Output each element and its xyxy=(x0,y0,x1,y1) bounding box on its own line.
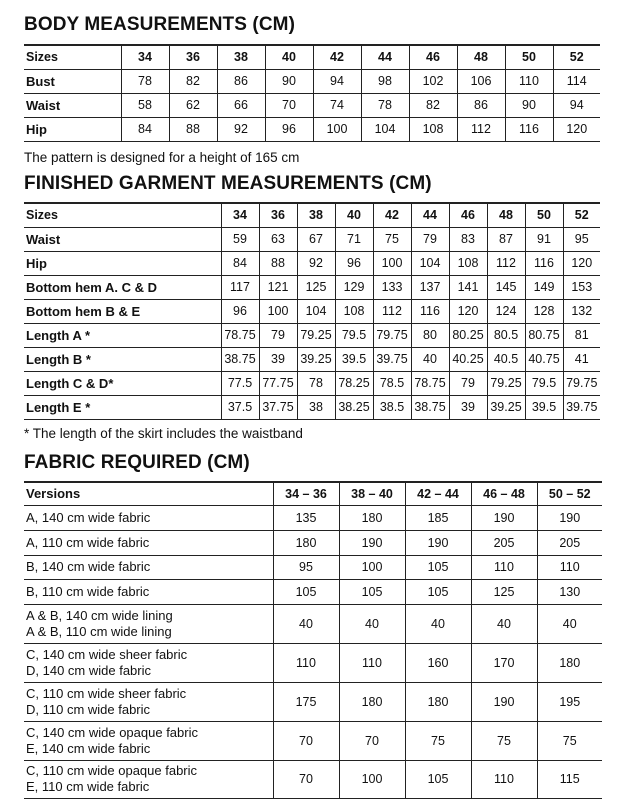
header-size-cell: 38 – 40 xyxy=(339,482,405,505)
value-cell: 100 xyxy=(313,117,361,141)
fabric-required-table xyxy=(24,481,602,799)
value-cell: 124 xyxy=(487,299,525,323)
value-cell: 115 xyxy=(537,760,602,798)
value-cell: 190 xyxy=(537,505,602,530)
value-cell: 195 xyxy=(537,682,602,721)
header-size-cell: 42 xyxy=(373,203,411,227)
value-cell: 125 xyxy=(297,275,335,299)
value-cell: 108 xyxy=(449,251,487,275)
value-cell: 160 xyxy=(405,643,471,682)
header-size-cell: 42 xyxy=(313,45,361,69)
value-cell: 79.5 xyxy=(525,371,563,395)
table-row xyxy=(24,275,600,299)
value-cell: 62 xyxy=(169,93,217,117)
value-cell: 121 xyxy=(259,275,297,299)
header-size-cell: 52 xyxy=(563,203,600,227)
value-cell: 180 xyxy=(537,643,602,682)
header-size-cell: 50 xyxy=(505,45,553,69)
row-label-cell: Length C & D* xyxy=(24,371,221,395)
value-cell: 80 xyxy=(411,323,449,347)
value-cell: 70 xyxy=(273,760,339,798)
body-measurements-body xyxy=(24,45,600,141)
value-cell: 117 xyxy=(221,275,259,299)
value-cell: 41 xyxy=(563,347,600,371)
header-size-cell: 36 xyxy=(259,203,297,227)
value-cell: 58 xyxy=(121,93,169,117)
value-cell: 185 xyxy=(405,505,471,530)
value-cell: 40 xyxy=(537,604,602,643)
value-cell: 79.75 xyxy=(373,323,411,347)
value-cell: 106 xyxy=(457,69,505,93)
value-cell: 112 xyxy=(373,299,411,323)
value-cell: 170 xyxy=(471,643,537,682)
row-label-cell: Length B * xyxy=(24,347,221,371)
header-size-cell: 48 xyxy=(457,45,505,69)
value-cell: 39.5 xyxy=(335,347,373,371)
value-cell: 98 xyxy=(361,69,409,93)
value-cell: 110 xyxy=(339,643,405,682)
value-cell: 130 xyxy=(537,579,602,604)
body-measurements-table xyxy=(24,44,600,142)
row-label-line: C, 140 cm wide opaque fabric xyxy=(26,724,198,740)
value-cell: 79 xyxy=(449,371,487,395)
value-cell: 190 xyxy=(471,682,537,721)
header-size-cell: 38 xyxy=(297,203,335,227)
value-cell: 79 xyxy=(259,323,297,347)
value-cell: 40 xyxy=(273,604,339,643)
header-size-cell: 50 xyxy=(525,203,563,227)
value-cell: 100 xyxy=(373,251,411,275)
value-cell: 83 xyxy=(449,227,487,251)
value-cell: 84 xyxy=(121,117,169,141)
value-cell: 39.25 xyxy=(487,395,525,419)
value-cell: 180 xyxy=(339,682,405,721)
row-label-cell xyxy=(24,505,273,530)
value-cell: 180 xyxy=(339,505,405,530)
value-cell: 112 xyxy=(457,117,505,141)
value-cell: 108 xyxy=(335,299,373,323)
row-label-cell: Length A * xyxy=(24,323,221,347)
row-label-line: E, 110 cm wide fabric xyxy=(26,779,150,794)
value-cell: 59 xyxy=(221,227,259,251)
row-label-line: C, 140 cm wide sheer fabric xyxy=(26,646,188,662)
value-cell: 190 xyxy=(471,505,537,530)
header-label-cell: Sizes xyxy=(24,203,221,227)
value-cell: 37.5 xyxy=(221,395,259,419)
value-cell: 78.75 xyxy=(411,371,449,395)
header-size-cell: 38 xyxy=(217,45,265,69)
value-cell: 79 xyxy=(411,227,449,251)
row-label-line: B, 140 cm wide fabric xyxy=(26,559,151,574)
table-row xyxy=(24,69,600,93)
header-row xyxy=(24,482,602,505)
row-label-line: A & B, 140 cm wide lining xyxy=(26,607,173,623)
value-cell: 92 xyxy=(217,117,265,141)
table-row xyxy=(24,530,602,555)
value-cell: 66 xyxy=(217,93,265,117)
header-size-cell: 46 xyxy=(409,45,457,69)
row-label-line: C, 110 cm wide opaque fabric xyxy=(26,763,198,778)
row-label-cell xyxy=(24,555,273,579)
header-size-cell: 44 xyxy=(411,203,449,227)
header-size-cell: 40 xyxy=(265,45,313,69)
row-label-line: A & B, 110 cm wide lining xyxy=(26,623,172,639)
value-cell: 135 xyxy=(273,505,339,530)
table-row xyxy=(24,227,600,251)
table-row xyxy=(24,347,600,371)
value-cell: 78 xyxy=(297,371,335,395)
header-size-cell: 44 xyxy=(361,45,409,69)
value-cell: 38 xyxy=(297,395,335,419)
row-label-cell: Bottom hem B & E xyxy=(24,299,221,323)
body-measurements-title: BODY MEASUREMENTS (CM) xyxy=(24,14,296,35)
value-cell: 79.25 xyxy=(297,323,335,347)
table-row xyxy=(24,579,602,604)
value-cell: 75 xyxy=(405,721,471,760)
value-cell: 110 xyxy=(273,643,339,682)
value-cell: 67 xyxy=(297,227,335,251)
value-cell: 86 xyxy=(457,93,505,117)
value-cell: 145 xyxy=(487,275,525,299)
value-cell: 38.75 xyxy=(411,395,449,419)
fabric-required-body xyxy=(24,482,602,798)
value-cell: 100 xyxy=(339,760,405,798)
value-cell: 40 xyxy=(471,604,537,643)
header-size-cell: 34 – 36 xyxy=(273,482,339,505)
header-label-cell: Sizes xyxy=(24,45,121,69)
value-cell: 90 xyxy=(505,93,553,117)
value-cell: 70 xyxy=(339,721,405,760)
waistband-note: * The length of the skirt includes the waistband xyxy=(24,426,303,441)
table-row xyxy=(24,555,602,579)
value-cell: 104 xyxy=(361,117,409,141)
value-cell: 133 xyxy=(373,275,411,299)
row-label-cell xyxy=(24,721,273,760)
table-row xyxy=(24,505,602,530)
header-size-cell: 46 – 48 xyxy=(471,482,537,505)
header-size-cell: 40 xyxy=(335,203,373,227)
value-cell: 96 xyxy=(221,299,259,323)
row-label-cell: Bottom hem A. C & D xyxy=(24,275,221,299)
value-cell: 39.5 xyxy=(525,395,563,419)
value-cell: 110 xyxy=(537,555,602,579)
value-cell: 205 xyxy=(471,530,537,555)
value-cell: 82 xyxy=(409,93,457,117)
value-cell: 92 xyxy=(297,251,335,275)
value-cell: 78 xyxy=(121,69,169,93)
value-cell: 38.25 xyxy=(335,395,373,419)
value-cell: 40 xyxy=(405,604,471,643)
value-cell: 87 xyxy=(487,227,525,251)
value-cell: 102 xyxy=(409,69,457,93)
row-label-cell xyxy=(24,682,273,721)
value-cell: 104 xyxy=(411,251,449,275)
value-cell: 39 xyxy=(259,347,297,371)
value-cell: 94 xyxy=(313,69,361,93)
value-cell: 108 xyxy=(409,117,457,141)
value-cell: 94 xyxy=(553,93,600,117)
value-cell: 116 xyxy=(411,299,449,323)
table-row xyxy=(24,721,602,760)
row-label-cell: Bust xyxy=(24,69,121,93)
value-cell: 132 xyxy=(563,299,600,323)
finished-garment-body xyxy=(24,203,600,419)
row-label-line: D, 110 cm wide fabric xyxy=(26,701,151,717)
value-cell: 78 xyxy=(361,93,409,117)
row-label-cell: Length E * xyxy=(24,395,221,419)
value-cell: 129 xyxy=(335,275,373,299)
value-cell: 112 xyxy=(487,251,525,275)
value-cell: 180 xyxy=(405,682,471,721)
table-row xyxy=(24,682,602,721)
header-size-cell: 34 xyxy=(221,203,259,227)
value-cell: 40.25 xyxy=(449,347,487,371)
row-label-cell xyxy=(24,760,273,798)
value-cell: 100 xyxy=(259,299,297,323)
row-label-cell: Waist xyxy=(24,93,121,117)
value-cell: 153 xyxy=(563,275,600,299)
table-row xyxy=(24,643,602,682)
value-cell: 80.5 xyxy=(487,323,525,347)
row-label-line: C, 110 cm wide sheer fabric xyxy=(26,685,187,701)
table-row xyxy=(24,760,602,798)
value-cell: 105 xyxy=(405,579,471,604)
value-cell: 75 xyxy=(373,227,411,251)
value-cell: 88 xyxy=(259,251,297,275)
height-note: The pattern is designed for a height of 165 cm xyxy=(24,150,300,165)
value-cell: 80.75 xyxy=(525,323,563,347)
value-cell: 39.25 xyxy=(297,347,335,371)
value-cell: 63 xyxy=(259,227,297,251)
row-label-cell: Hip xyxy=(24,251,221,275)
value-cell: 128 xyxy=(525,299,563,323)
table-row xyxy=(24,251,600,275)
value-cell: 105 xyxy=(405,555,471,579)
value-cell: 96 xyxy=(265,117,313,141)
value-cell: 120 xyxy=(563,251,600,275)
value-cell: 95 xyxy=(563,227,600,251)
value-cell: 105 xyxy=(339,579,405,604)
value-cell: 74 xyxy=(313,93,361,117)
value-cell: 37.75 xyxy=(259,395,297,419)
value-cell: 95 xyxy=(273,555,339,579)
value-cell: 38.75 xyxy=(221,347,259,371)
table-row xyxy=(24,323,600,347)
header-size-cell: 50 – 52 xyxy=(537,482,602,505)
value-cell: 205 xyxy=(537,530,602,555)
header-size-cell: 42 – 44 xyxy=(405,482,471,505)
value-cell: 91 xyxy=(525,227,563,251)
value-cell: 39 xyxy=(449,395,487,419)
value-cell: 70 xyxy=(265,93,313,117)
header-row xyxy=(24,203,600,227)
row-label-cell xyxy=(24,579,273,604)
header-size-cell: 34 xyxy=(121,45,169,69)
table-row xyxy=(24,395,600,419)
value-cell: 78.5 xyxy=(373,371,411,395)
value-cell: 80.25 xyxy=(449,323,487,347)
table-row xyxy=(24,604,602,643)
value-cell: 116 xyxy=(525,251,563,275)
value-cell: 100 xyxy=(339,555,405,579)
value-cell: 40.5 xyxy=(487,347,525,371)
value-cell: 96 xyxy=(335,251,373,275)
value-cell: 175 xyxy=(273,682,339,721)
value-cell: 75 xyxy=(537,721,602,760)
row-label-cell: Hip xyxy=(24,117,121,141)
value-cell: 75 xyxy=(471,721,537,760)
value-cell: 149 xyxy=(525,275,563,299)
header-size-cell: 46 xyxy=(449,203,487,227)
value-cell: 190 xyxy=(405,530,471,555)
value-cell: 39.75 xyxy=(563,395,600,419)
value-cell: 81 xyxy=(563,323,600,347)
value-cell: 105 xyxy=(405,760,471,798)
value-cell: 88 xyxy=(169,117,217,141)
value-cell: 77.5 xyxy=(221,371,259,395)
header-size-cell: 52 xyxy=(553,45,600,69)
value-cell: 70 xyxy=(273,721,339,760)
value-cell: 78.25 xyxy=(335,371,373,395)
value-cell: 110 xyxy=(471,760,537,798)
value-cell: 39.75 xyxy=(373,347,411,371)
value-cell: 40.75 xyxy=(525,347,563,371)
value-cell: 120 xyxy=(449,299,487,323)
row-label-cell: Waist xyxy=(24,227,221,251)
row-label-line: B, 110 cm wide fabric xyxy=(26,583,150,599)
value-cell: 84 xyxy=(221,251,259,275)
row-label-line: D, 140 cm wide fabric xyxy=(26,662,151,678)
value-cell: 137 xyxy=(411,275,449,299)
row-label-line: A, 140 cm wide fabric xyxy=(26,509,151,525)
fabric-required-title: FABRIC REQUIRED (CM) xyxy=(24,452,250,473)
row-label-line: A, 110 cm wide fabric xyxy=(26,534,150,550)
value-cell: 110 xyxy=(505,69,553,93)
row-label-cell xyxy=(24,530,273,555)
row-label-cell xyxy=(24,643,273,682)
value-cell: 79.25 xyxy=(487,371,525,395)
value-cell: 114 xyxy=(553,69,600,93)
table-row xyxy=(24,117,600,141)
value-cell: 110 xyxy=(471,555,537,579)
value-cell: 78.75 xyxy=(221,323,259,347)
value-cell: 82 xyxy=(169,69,217,93)
header-label-cell: Versions xyxy=(24,482,273,505)
header-size-cell: 36 xyxy=(169,45,217,69)
row-label-line: E, 140 cm wide fabric xyxy=(26,740,151,756)
value-cell: 40 xyxy=(411,347,449,371)
row-label-cell xyxy=(24,604,273,643)
table-row xyxy=(24,93,600,117)
finished-garment-title: FINISHED GARMENT MEASUREMENTS (CM) xyxy=(24,173,432,194)
header-size-cell: 48 xyxy=(487,203,525,227)
value-cell: 79.5 xyxy=(335,323,373,347)
finished-garment-table xyxy=(24,202,600,420)
value-cell: 77.75 xyxy=(259,371,297,395)
value-cell: 38.5 xyxy=(373,395,411,419)
header-row xyxy=(24,45,600,69)
value-cell: 190 xyxy=(339,530,405,555)
value-cell: 86 xyxy=(217,69,265,93)
value-cell: 71 xyxy=(335,227,373,251)
value-cell: 105 xyxy=(273,579,339,604)
value-cell: 90 xyxy=(265,69,313,93)
value-cell: 120 xyxy=(553,117,600,141)
value-cell: 116 xyxy=(505,117,553,141)
value-cell: 79.75 xyxy=(563,371,600,395)
value-cell: 141 xyxy=(449,275,487,299)
value-cell: 180 xyxy=(273,530,339,555)
value-cell: 125 xyxy=(471,579,537,604)
value-cell: 40 xyxy=(339,604,405,643)
table-row xyxy=(24,299,600,323)
value-cell: 104 xyxy=(297,299,335,323)
table-row xyxy=(24,371,600,395)
